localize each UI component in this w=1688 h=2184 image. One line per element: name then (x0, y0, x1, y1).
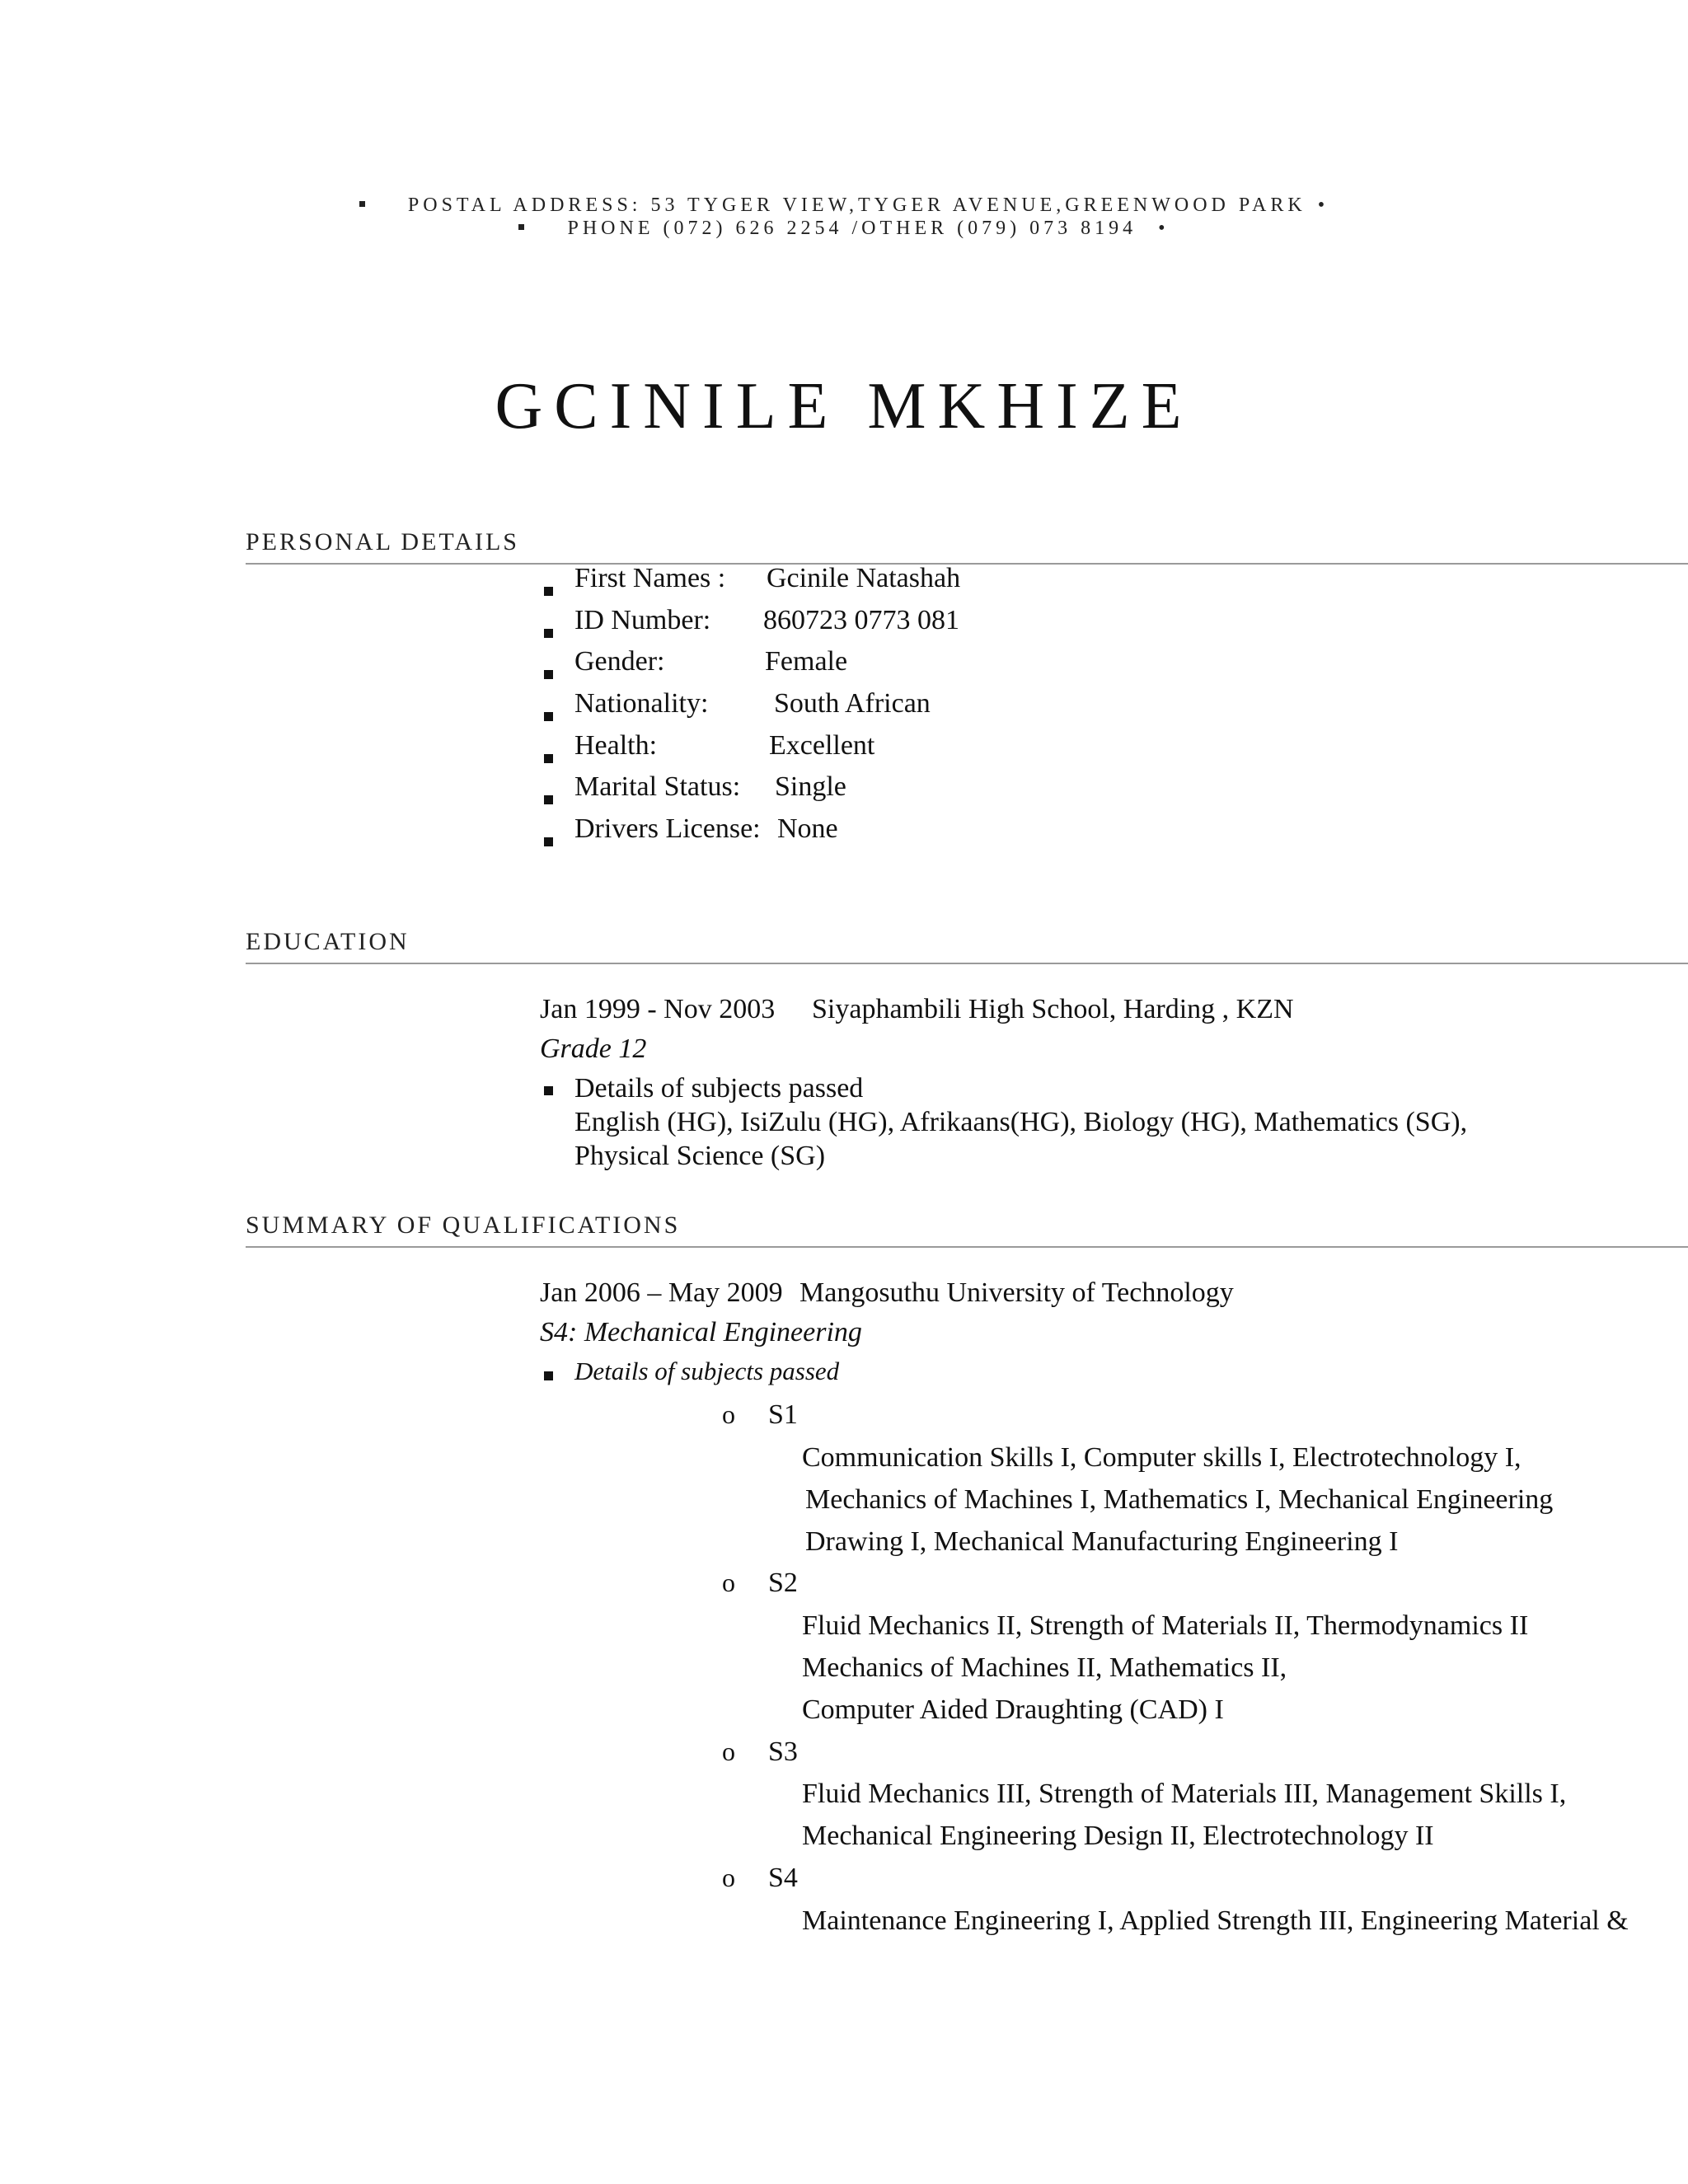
education-school: Siyaphambili High School, Harding , KZN (812, 994, 1294, 1024)
qualification-dates: Jan 2006 – May 2009 (540, 1277, 783, 1308)
field-label: Gender: (574, 646, 665, 677)
dot-separator: • (1317, 194, 1329, 216)
square-bullet-icon (359, 201, 365, 207)
field-label: Health: (574, 730, 658, 761)
square-bullet-icon (544, 629, 553, 638)
square-bullet-icon (544, 587, 553, 596)
postal-address-text: POSTAL ADDRESS: 53 TYGER VIEW,TYGER AVENUE,GREENWOOD PARK (407, 194, 1306, 216)
candidate-name: GCINILE MKHIZE (495, 370, 1193, 443)
field-label: Marital Status: (574, 771, 741, 802)
semester-label: S2 (768, 1568, 798, 1598)
semester-subjects-line: Fluid Mechanics III, Strength of Materials III, Management Skills I, (802, 1779, 1567, 1809)
field-value: Female (765, 646, 848, 677)
field-value: None (777, 813, 838, 844)
field-value: Single (775, 771, 846, 802)
education-subjects-line: English (HG), IsiZulu (HG), Afrikaans(HG), Biology (HG), Mathematics (SG), (574, 1107, 1468, 1137)
postal-address-line (0, 194, 1688, 217)
square-bullet-icon (544, 754, 553, 763)
semester-subjects-line: Mechanics of Machines II, Mathematics II, (802, 1652, 1287, 1683)
semester-subjects-line: Communication Skills I, Computer skills I, Electrotechnology I, (802, 1442, 1522, 1473)
education-grade: Grade 12 (540, 1033, 647, 1064)
education-details-label: Details of subjects passed (574, 1073, 864, 1104)
square-bullet-icon (544, 837, 553, 846)
semester-subjects-line: Mechanical Engineering Design II, Electrotechnology II (802, 1821, 1434, 1851)
circle-bullet-icon: o (722, 1736, 735, 1766)
square-bullet-icon (544, 795, 553, 804)
section-divider (246, 1246, 1688, 1248)
circle-bullet-icon: o (722, 1863, 735, 1892)
field-label: ID Number: (574, 605, 711, 635)
field-value: South African (774, 688, 931, 719)
square-bullet-icon (544, 670, 553, 679)
field-value: Excellent (769, 730, 875, 761)
field-label: First Names : (574, 563, 726, 593)
square-bullet-icon (544, 1086, 553, 1095)
semester-label: S1 (768, 1399, 798, 1430)
qualification-institution: Mangosuthu University of Technology (799, 1277, 1234, 1308)
personal-details-heading: PERSONAL DETAILS (246, 528, 519, 555)
semester-subjects-line: Computer Aided Draughting (CAD) I (802, 1694, 1224, 1725)
semester-subjects-line: Fluid Mechanics II, Strength of Materials II, Thermodynamics II (802, 1610, 1529, 1641)
circle-bullet-icon: o (722, 1568, 735, 1597)
field-label: Drivers License: (574, 813, 761, 844)
semester-label: S4 (768, 1863, 798, 1893)
qualification-details-label: Details of subjects passed (574, 1357, 840, 1385)
section-divider (246, 963, 1688, 964)
semester-subjects-line: Mechanics of Machines I, Mathematics I, Mechanical Engineering (805, 1484, 1554, 1515)
education-dates: Jan 1999 - Nov 2003 (540, 994, 776, 1024)
section-divider (246, 563, 1688, 565)
field-label: Nationality: (574, 688, 709, 719)
square-bullet-icon (518, 224, 524, 230)
square-bullet-icon (544, 1371, 553, 1380)
education-subjects-line: Physical Science (SG) (574, 1141, 826, 1171)
dot-separator: • (1158, 218, 1170, 239)
semester-subjects-line: Maintenance Engineering I, Applied Strength III, Engineering Material & (802, 1905, 1629, 1936)
square-bullet-icon (544, 712, 553, 721)
circle-bullet-icon: o (722, 1399, 735, 1429)
qualification-course: S4: Mechanical Engineering (540, 1317, 862, 1347)
field-value: 860723 0773 081 (763, 605, 959, 635)
qualifications-heading: SUMMARY OF QUALIFICATIONS (246, 1212, 681, 1239)
phone-line (0, 218, 1688, 240)
field-value: Gcinile Natashah (767, 563, 961, 593)
education-heading: EDUCATION (246, 928, 410, 955)
semester-label: S3 (768, 1736, 798, 1767)
phone-text: PHONE (072) 626 2254 /OTHER (079) 073 8194 (567, 218, 1137, 239)
semester-subjects-line: Drawing I, Mechanical Manufacturing Engineering I (805, 1526, 1399, 1557)
